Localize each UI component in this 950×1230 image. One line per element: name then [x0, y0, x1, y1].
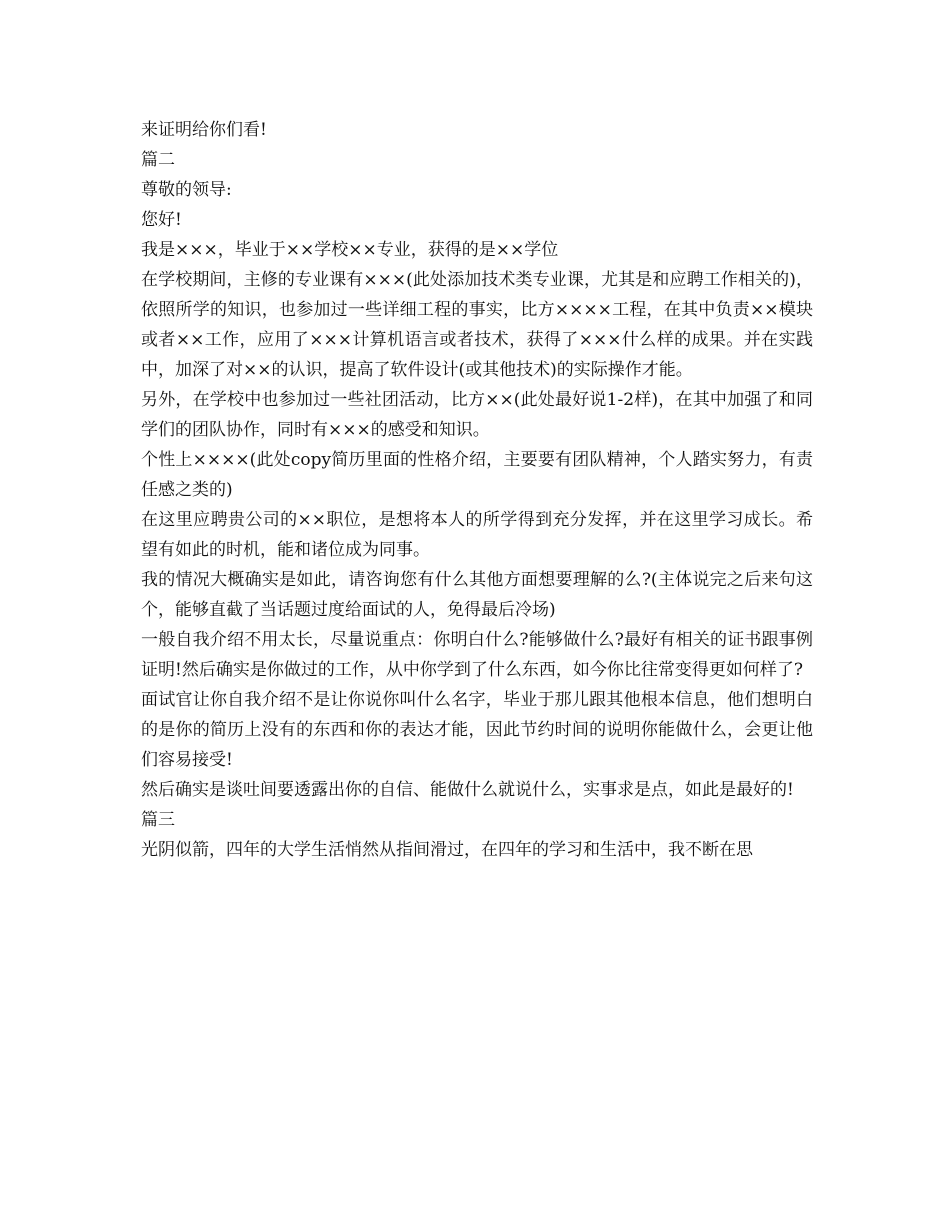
paragraph-personality: 个性上××××(此处copy简历里面的性格介绍，主要要有团队精神，个人踏实努力，有责任感之类的)	[141, 450, 813, 500]
paragraph-advice-brief: 一般自我介绍不用太长，尽量说重点：你明白什么?能够做什么?最好有相关的证书跟事例证明!然后确实是你做过的工作，从中你学到了什么东西，如今你比往常变得更如何样了?	[141, 630, 813, 680]
section-heading-2: 篇二	[141, 150, 175, 170]
paragraph-section-3-start: 光阴似箭，四年的大学生活悄然从指间滑过，在四年的学习和生活中，我不断在思	[141, 840, 753, 860]
paragraph-position: 在这里应聘贵公司的××职位，是想将本人的所学得到充分发挥，并在这里学习成长。希望有如此的时机，能和诸位成为同事。	[141, 510, 813, 560]
paragraph-closing-question: 我的情况大概确实是如此，请咨询您有什么其他方面想要理解的么?(主体说完之后来句这个，能够直截了当话题过度给面试的人，免得最后冷场)	[141, 570, 813, 620]
section-heading-3: 篇三	[141, 810, 175, 830]
paragraph-advice-confidence: 然后确实是谈吐间要透露出你的自信、能做什么就说什么，实事求是点，如此是最好的!	[141, 780, 794, 800]
paragraph-intro: 我是×××，毕业于××学校××专业，获得的是××学位	[141, 240, 559, 260]
paragraph-club-activities: 另外，在学校中也参加过一些社团活动，比方××(此处最好说1-2样)，在其中加强了和同学们的团队协作，同时有×××的感受和知识。	[141, 390, 813, 440]
greeting: 您好!	[141, 210, 182, 230]
paragraph-closing-line: 来证明给你们看!	[141, 120, 267, 140]
salutation: 尊敬的领导:	[141, 180, 232, 200]
paragraph-advice-interviewer: 面试官让你自我介绍不是让你说你叫什么名字，毕业于那儿跟其他根本信息，他们想明白的是你的简历上没有的东西和你的表达才能，因此节约时间的说明你能做什么，会更让他们容易接受!	[141, 690, 813, 770]
document-page	[141, 115, 813, 865]
paragraph-school-courses: 在学校期间，主修的专业课有×××(此处添加技术类专业课，尤其是和应聘工作相关的)，依照所学的知识，也参加过一些详细工程的事实，比方××××工程，在其中负责××模块或者××工作，应用了×××计算机语言或者技术，获得了×××什么样的成果。并在实践中，加深了对××的认识，提高了软件设计(或其他技术)的实际操作才能。	[141, 270, 813, 380]
